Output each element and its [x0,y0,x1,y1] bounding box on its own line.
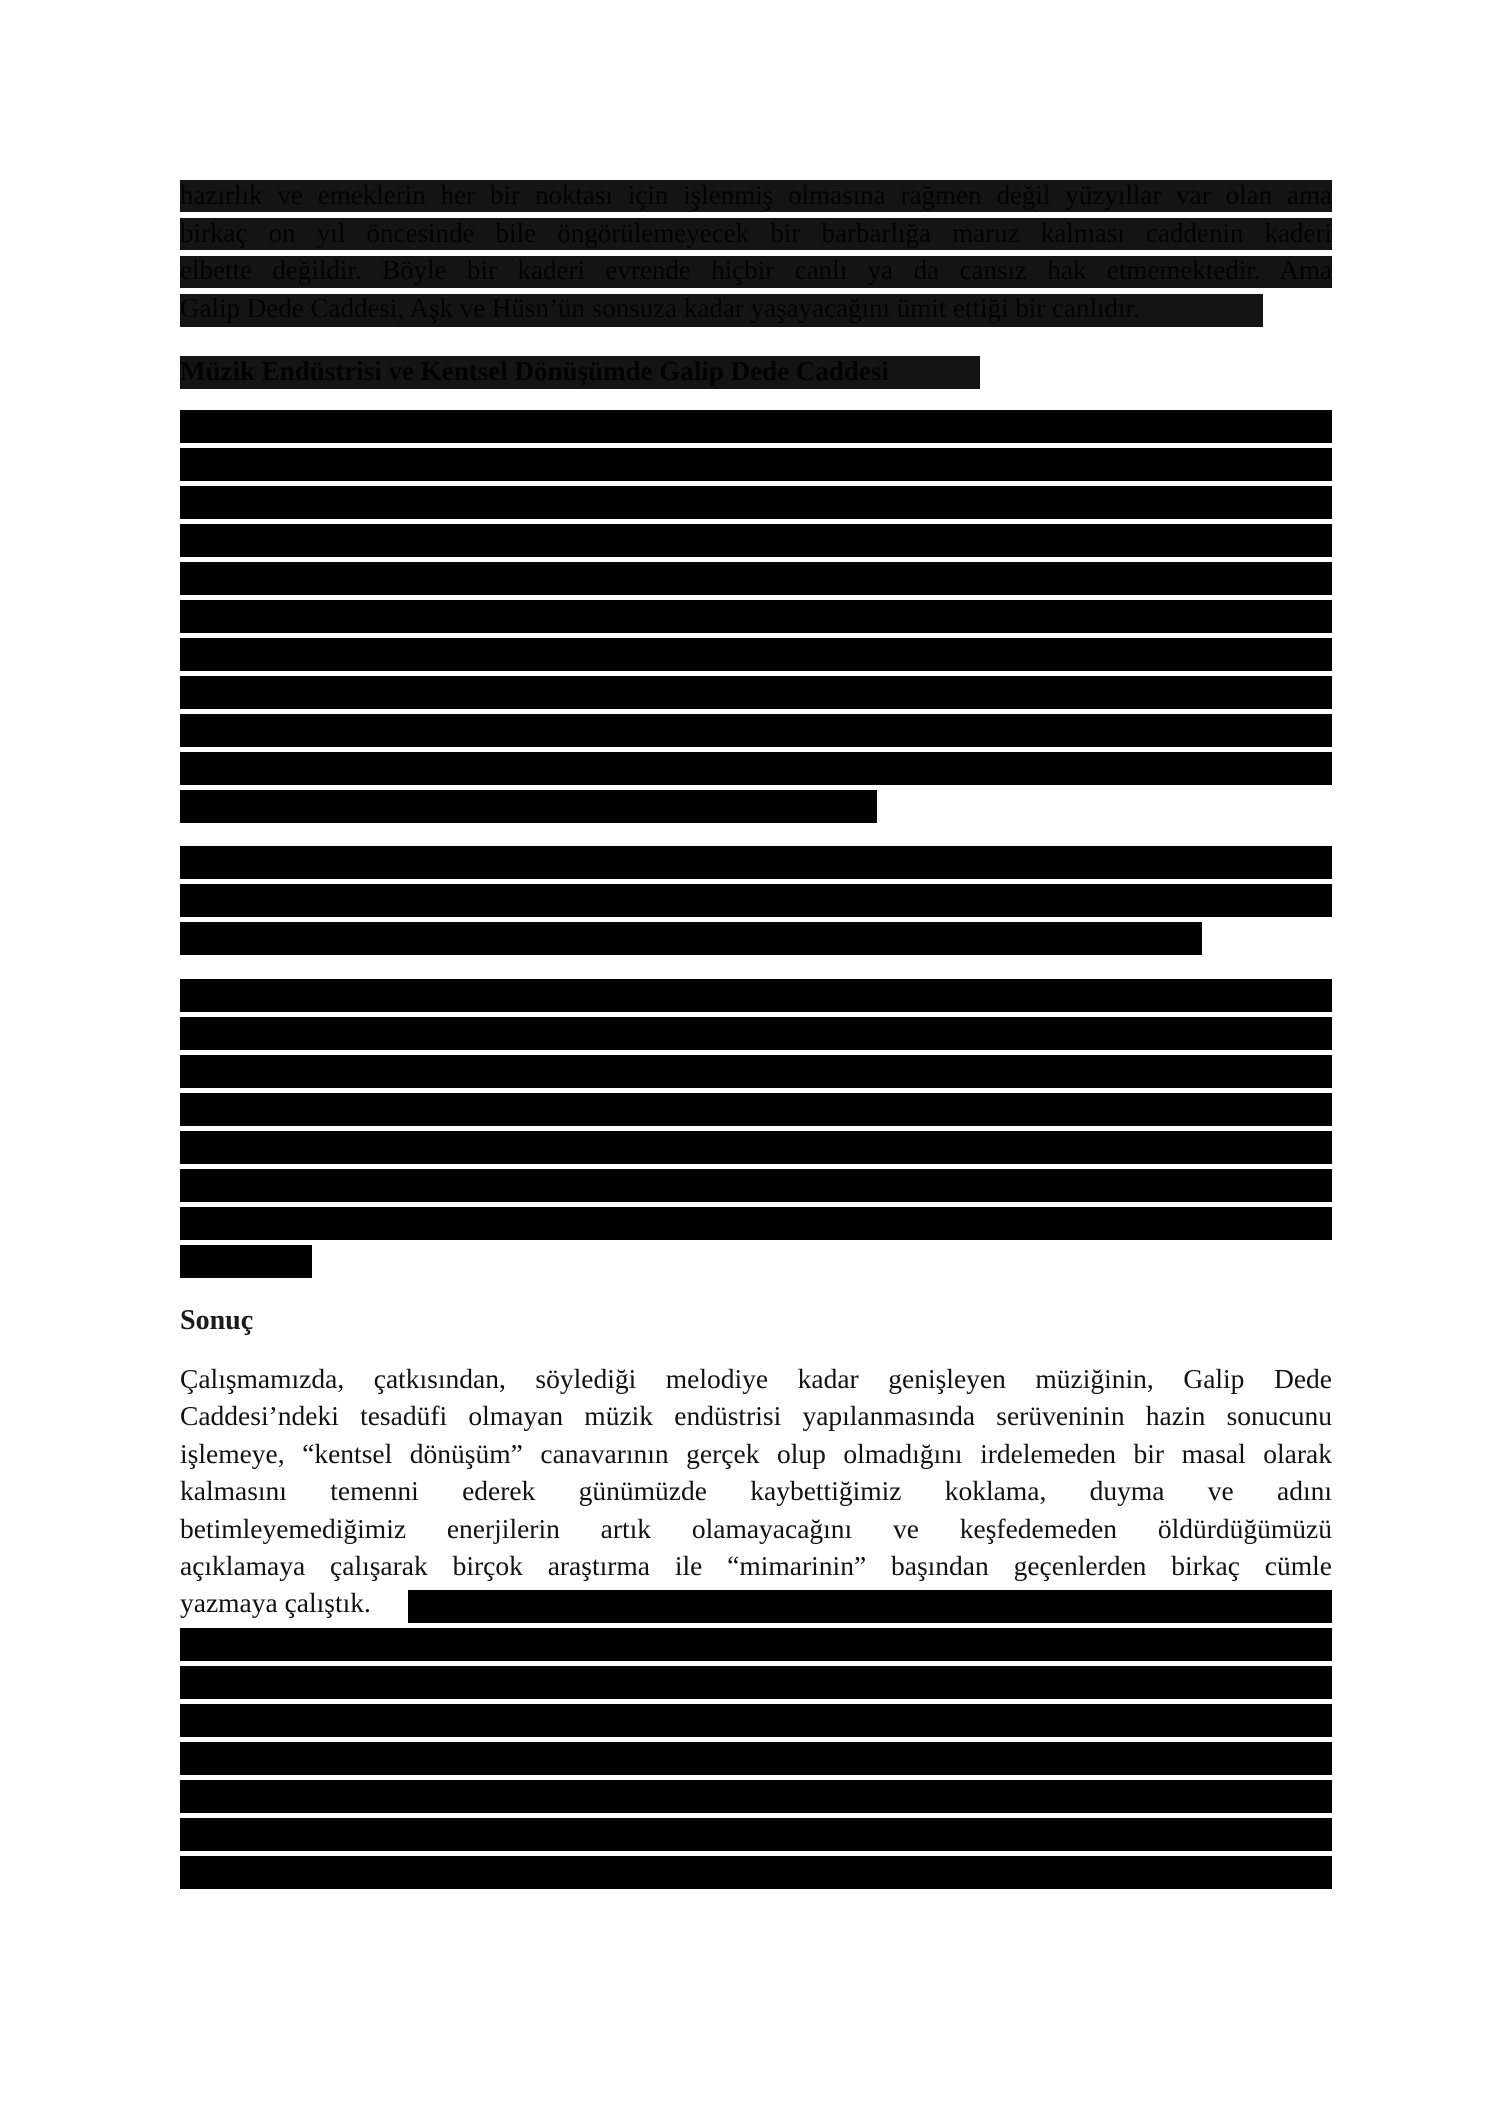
conclusion-paragraph [180,1360,1332,1622]
redaction-bar [180,884,1332,917]
redaction-bar [180,180,1332,212]
redaction-bar [180,218,1332,250]
redaction-bar [180,256,1332,288]
redaction-bar [180,1704,1332,1737]
redaction-bar [180,979,1332,1012]
redaction-bar [180,1780,1332,1813]
redaction-bar [180,294,1263,327]
paragraph-line: Çalışmamızda, çatkısından, söylediği melodiye kadar genişleyen müziğinin, Galip Dede [180,1363,1332,1394]
redaction-bar [180,356,980,389]
redaction-bar [180,846,1332,879]
redaction-bar [180,1207,1332,1240]
redaction-bar [180,676,1332,709]
redaction-bar [180,790,877,823]
redaction-bar [180,1169,1332,1202]
redaction-bar [180,410,1332,443]
redaction-bar [180,638,1332,671]
redaction-bar [180,1856,1332,1889]
paragraph-line: Caddesi’ndeki tesadüfi olmayan müzik endüstrisi yapılanmasında serüveninin hazin sonucunu [180,1400,1332,1432]
redaction-bar [180,1017,1332,1050]
redaction-bar [180,448,1332,481]
redaction-bar [180,1666,1332,1699]
conclusion-heading: Sonuç [180,1305,254,1336]
paragraph-line: betimleyemediğimiz enerjilerin artık olamayacağını ve keşfedemeden öldürdüğümüzü [180,1512,1332,1544]
redaction-bar [180,1742,1332,1775]
paragraph-line: kalmasını temenni ederek günümüzde kaybettiğimiz koklama, duyma ve adını [180,1475,1332,1507]
redaction-bar [180,714,1332,747]
redaction-bar [180,1818,1332,1851]
redaction-bar [180,486,1332,519]
redaction-bar [180,562,1332,595]
redaction-bar [180,600,1332,633]
redaction-bar [408,1590,1332,1623]
redaction-bar [180,1131,1332,1164]
paragraph-line: açıklamaya çalışarak birçok araştırma ile “mimarinin” başından geçenlerden birkaç cümle [180,1549,1332,1581]
redaction-bar [180,1093,1332,1126]
redaction-bar [180,922,1202,955]
paragraph-line: yazmaya çalıştık. [180,1587,371,1619]
redaction-bar [180,1628,1332,1661]
redaction-bar [180,752,1332,785]
redaction-bar [180,1055,1332,1088]
redaction-bar [180,524,1332,557]
redaction-bar [180,1245,312,1278]
paragraph-line: işlemeye, “kentsel dönüşüm” canavarının gerçek olup olmadığını irdelemeden bir masal olarak [180,1437,1332,1469]
